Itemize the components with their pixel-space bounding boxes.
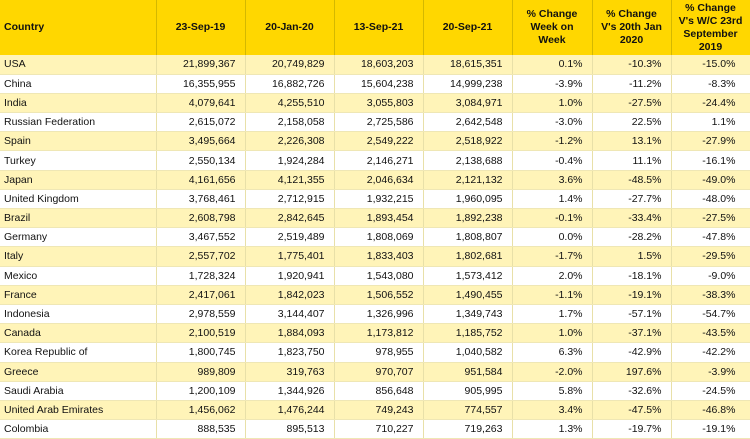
cell-change-vs-jan-2020: 13.1% bbox=[592, 132, 671, 151]
cell-13-sep-21: 1,808,069 bbox=[334, 228, 423, 247]
cell-change-wow: -1.1% bbox=[512, 285, 592, 304]
cell-change-vs-sep-2019: -38.3% bbox=[671, 285, 750, 304]
cell-change-wow: 1.7% bbox=[512, 304, 592, 323]
cell-change-vs-sep-2019: -46.8% bbox=[671, 400, 750, 419]
cell-change-vs-sep-2019: -24.4% bbox=[671, 93, 750, 112]
cell-change-wow: 2.0% bbox=[512, 266, 592, 285]
cell-20-jan-20: 1,823,750 bbox=[245, 343, 334, 362]
cell-20-jan-20: 1,476,244 bbox=[245, 400, 334, 419]
cell-country: France bbox=[0, 285, 156, 304]
cell-country: Saudi Arabia bbox=[0, 381, 156, 400]
table-row bbox=[0, 362, 750, 381]
cell-20-sep-21: 1,808,807 bbox=[423, 228, 512, 247]
cell-change-vs-jan-2020: 22.5% bbox=[592, 113, 671, 132]
table-row bbox=[0, 170, 750, 189]
cell-change-vs-jan-2020: -47.5% bbox=[592, 400, 671, 419]
cell-23-sep-19: 888,535 bbox=[156, 420, 245, 439]
cell-23-sep-19: 2,557,702 bbox=[156, 247, 245, 266]
cell-country: United Arab Emirates bbox=[0, 400, 156, 419]
cell-13-sep-21: 2,725,586 bbox=[334, 113, 423, 132]
cell-change-vs-sep-2019: -27.9% bbox=[671, 132, 750, 151]
cell-20-jan-20: 16,882,726 bbox=[245, 74, 334, 93]
cell-23-sep-19: 2,417,061 bbox=[156, 285, 245, 304]
cell-23-sep-19: 2,100,519 bbox=[156, 324, 245, 343]
cell-change-vs-jan-2020: 11.1% bbox=[592, 151, 671, 170]
cell-change-wow: -3.9% bbox=[512, 74, 592, 93]
table-row bbox=[0, 343, 750, 362]
cell-change-vs-jan-2020: -28.2% bbox=[592, 228, 671, 247]
cell-23-sep-19: 989,809 bbox=[156, 362, 245, 381]
cell-23-sep-19: 4,161,656 bbox=[156, 170, 245, 189]
cell-change-vs-sep-2019: -24.5% bbox=[671, 381, 750, 400]
cell-country: Brazil bbox=[0, 209, 156, 228]
cell-23-sep-19: 1,200,109 bbox=[156, 381, 245, 400]
cell-change-vs-jan-2020: -27.5% bbox=[592, 93, 671, 112]
table-row bbox=[0, 228, 750, 247]
cell-20-sep-21: 2,518,922 bbox=[423, 132, 512, 151]
cell-change-vs-sep-2019: -42.2% bbox=[671, 343, 750, 362]
cell-20-sep-21: 1,573,412 bbox=[423, 266, 512, 285]
cell-change-wow: 1.0% bbox=[512, 324, 592, 343]
cell-country: Italy bbox=[0, 247, 156, 266]
cell-change-vs-jan-2020: -10.3% bbox=[592, 55, 671, 74]
cell-23-sep-19: 4,079,641 bbox=[156, 93, 245, 112]
cell-13-sep-21: 15,604,238 bbox=[334, 74, 423, 93]
cell-20-jan-20: 1,884,093 bbox=[245, 324, 334, 343]
cell-13-sep-21: 2,549,222 bbox=[334, 132, 423, 151]
cell-change-vs-sep-2019: -54.7% bbox=[671, 304, 750, 323]
cell-23-sep-19: 2,550,134 bbox=[156, 151, 245, 170]
cell-change-wow: 0.1% bbox=[512, 55, 592, 74]
cell-change-wow: -1.7% bbox=[512, 247, 592, 266]
cell-23-sep-19: 1,800,745 bbox=[156, 343, 245, 362]
cell-country: Canada bbox=[0, 324, 156, 343]
cell-13-sep-21: 1,893,454 bbox=[334, 209, 423, 228]
cell-20-sep-21: 1,185,752 bbox=[423, 324, 512, 343]
cell-13-sep-21: 2,046,634 bbox=[334, 170, 423, 189]
cell-20-jan-20: 1,842,023 bbox=[245, 285, 334, 304]
cell-change-vs-jan-2020: -57.1% bbox=[592, 304, 671, 323]
table-row bbox=[0, 189, 750, 208]
cell-change-vs-sep-2019: -15.0% bbox=[671, 55, 750, 74]
cell-change-vs-sep-2019: -43.5% bbox=[671, 324, 750, 343]
cell-change-vs-sep-2019: -27.5% bbox=[671, 209, 750, 228]
cell-change-vs-sep-2019: -19.1% bbox=[671, 420, 750, 439]
table-row bbox=[0, 400, 750, 419]
header-13-sep-21: 13-Sep-21 bbox=[334, 0, 423, 55]
cell-20-jan-20: 895,513 bbox=[245, 420, 334, 439]
cell-20-sep-21: 2,642,548 bbox=[423, 113, 512, 132]
cell-change-wow: 1.4% bbox=[512, 189, 592, 208]
cell-change-vs-sep-2019: 1.1% bbox=[671, 113, 750, 132]
cell-change-wow: 0.0% bbox=[512, 228, 592, 247]
cell-20-jan-20: 2,226,308 bbox=[245, 132, 334, 151]
cell-change-vs-jan-2020: -42.9% bbox=[592, 343, 671, 362]
cell-country: Germany bbox=[0, 228, 156, 247]
cell-20-sep-21: 951,584 bbox=[423, 362, 512, 381]
cell-23-sep-19: 2,978,559 bbox=[156, 304, 245, 323]
header-row bbox=[0, 0, 750, 55]
table-header bbox=[0, 0, 750, 55]
cell-country: United Kingdom bbox=[0, 189, 156, 208]
cell-13-sep-21: 2,146,271 bbox=[334, 151, 423, 170]
cell-13-sep-21: 3,055,803 bbox=[334, 93, 423, 112]
cell-23-sep-19: 1,456,062 bbox=[156, 400, 245, 419]
cell-20-sep-21: 2,121,132 bbox=[423, 170, 512, 189]
cell-change-vs-sep-2019: -49.0% bbox=[671, 170, 750, 189]
cell-13-sep-21: 1,326,996 bbox=[334, 304, 423, 323]
cell-country: Russian Federation bbox=[0, 113, 156, 132]
cell-20-sep-21: 2,138,688 bbox=[423, 151, 512, 170]
cell-13-sep-21: 18,603,203 bbox=[334, 55, 423, 74]
cell-country: Indonesia bbox=[0, 304, 156, 323]
cell-20-jan-20: 1,924,284 bbox=[245, 151, 334, 170]
cell-23-sep-19: 2,615,072 bbox=[156, 113, 245, 132]
cell-20-jan-20: 319,763 bbox=[245, 362, 334, 381]
cell-20-sep-21: 14,999,238 bbox=[423, 74, 512, 93]
table-row bbox=[0, 420, 750, 439]
cell-13-sep-21: 970,707 bbox=[334, 362, 423, 381]
cell-20-jan-20: 2,519,489 bbox=[245, 228, 334, 247]
cell-change-vs-jan-2020: -27.7% bbox=[592, 189, 671, 208]
cell-change-wow: 1.0% bbox=[512, 93, 592, 112]
cell-country: India bbox=[0, 93, 156, 112]
cell-20-jan-20: 20,749,829 bbox=[245, 55, 334, 74]
cell-20-jan-20: 4,255,510 bbox=[245, 93, 334, 112]
cell-change-vs-sep-2019: -3.9% bbox=[671, 362, 750, 381]
cell-change-vs-jan-2020: 1.5% bbox=[592, 247, 671, 266]
table-row bbox=[0, 93, 750, 112]
cell-20-sep-21: 719,263 bbox=[423, 420, 512, 439]
cell-change-wow: 3.6% bbox=[512, 170, 592, 189]
table-row bbox=[0, 209, 750, 228]
cell-change-wow: -2.0% bbox=[512, 362, 592, 381]
cell-change-vs-sep-2019: -16.1% bbox=[671, 151, 750, 170]
header-change-vs-sep-2019: % Change V's W/C 23rd September 2019 bbox=[671, 0, 750, 55]
cell-13-sep-21: 856,648 bbox=[334, 381, 423, 400]
cell-13-sep-21: 978,955 bbox=[334, 343, 423, 362]
table-row bbox=[0, 324, 750, 343]
cell-13-sep-21: 710,227 bbox=[334, 420, 423, 439]
cell-change-wow: 5.8% bbox=[512, 381, 592, 400]
cell-23-sep-19: 1,728,324 bbox=[156, 266, 245, 285]
table-row bbox=[0, 55, 750, 74]
cell-20-sep-21: 1,892,238 bbox=[423, 209, 512, 228]
table-row bbox=[0, 381, 750, 400]
cell-20-jan-20: 1,344,926 bbox=[245, 381, 334, 400]
cell-20-sep-21: 1,349,743 bbox=[423, 304, 512, 323]
cell-change-wow: -1.2% bbox=[512, 132, 592, 151]
cell-20-jan-20: 1,920,941 bbox=[245, 266, 334, 285]
cell-change-vs-jan-2020: -37.1% bbox=[592, 324, 671, 343]
header-20-jan-20: 20-Jan-20 bbox=[245, 0, 334, 55]
cell-13-sep-21: 1,173,812 bbox=[334, 324, 423, 343]
cell-change-vs-jan-2020: -18.1% bbox=[592, 266, 671, 285]
cell-13-sep-21: 1,932,215 bbox=[334, 189, 423, 208]
cell-change-wow: -0.1% bbox=[512, 209, 592, 228]
cell-20-sep-21: 1,960,095 bbox=[423, 189, 512, 208]
cell-23-sep-19: 3,495,664 bbox=[156, 132, 245, 151]
table-row bbox=[0, 304, 750, 323]
cell-change-wow: -0.4% bbox=[512, 151, 592, 170]
cell-change-vs-jan-2020: -19.1% bbox=[592, 285, 671, 304]
cell-20-sep-21: 18,615,351 bbox=[423, 55, 512, 74]
cell-change-vs-jan-2020: -48.5% bbox=[592, 170, 671, 189]
cell-country: USA bbox=[0, 55, 156, 74]
cell-20-sep-21: 1,802,681 bbox=[423, 247, 512, 266]
cell-13-sep-21: 1,506,552 bbox=[334, 285, 423, 304]
cell-country: Mexico bbox=[0, 266, 156, 285]
cell-20-sep-21: 905,995 bbox=[423, 381, 512, 400]
cell-20-jan-20: 2,842,645 bbox=[245, 209, 334, 228]
cell-change-vs-sep-2019: -29.5% bbox=[671, 247, 750, 266]
cell-13-sep-21: 749,243 bbox=[334, 400, 423, 419]
cell-change-vs-sep-2019: -8.3% bbox=[671, 74, 750, 93]
header-change-week-on-week: % Change Week on Week bbox=[512, 0, 592, 55]
cell-23-sep-19: 16,355,955 bbox=[156, 74, 245, 93]
table-row bbox=[0, 113, 750, 132]
table-row bbox=[0, 132, 750, 151]
cell-20-jan-20: 3,144,407 bbox=[245, 304, 334, 323]
cell-20-sep-21: 774,557 bbox=[423, 400, 512, 419]
header-23-sep-19: 23-Sep-19 bbox=[156, 0, 245, 55]
cell-change-vs-sep-2019: -9.0% bbox=[671, 266, 750, 285]
cell-20-sep-21: 1,490,455 bbox=[423, 285, 512, 304]
header-20-sep-21: 20-Sep-21 bbox=[423, 0, 512, 55]
table-row bbox=[0, 74, 750, 93]
cell-change-vs-jan-2020: -11.2% bbox=[592, 74, 671, 93]
cell-country: Greece bbox=[0, 362, 156, 381]
cell-20-jan-20: 4,121,355 bbox=[245, 170, 334, 189]
cell-change-wow: -3.0% bbox=[512, 113, 592, 132]
header-country: Country bbox=[0, 0, 156, 55]
cell-change-vs-jan-2020: 197.6% bbox=[592, 362, 671, 381]
table-row bbox=[0, 247, 750, 266]
cell-change-vs-sep-2019: -47.8% bbox=[671, 228, 750, 247]
cell-23-sep-19: 3,768,461 bbox=[156, 189, 245, 208]
cell-country: Japan bbox=[0, 170, 156, 189]
cell-change-wow: 6.3% bbox=[512, 343, 592, 362]
cell-change-wow: 1.3% bbox=[512, 420, 592, 439]
cell-23-sep-19: 2,608,798 bbox=[156, 209, 245, 228]
cell-country: Colombia bbox=[0, 420, 156, 439]
cell-change-wow: 3.4% bbox=[512, 400, 592, 419]
cell-23-sep-19: 21,899,367 bbox=[156, 55, 245, 74]
cell-country: Turkey bbox=[0, 151, 156, 170]
cell-country: Korea Republic of bbox=[0, 343, 156, 362]
table-row bbox=[0, 285, 750, 304]
table-row bbox=[0, 266, 750, 285]
cell-20-sep-21: 1,040,582 bbox=[423, 343, 512, 362]
table-row bbox=[0, 151, 750, 170]
cell-23-sep-19: 3,467,552 bbox=[156, 228, 245, 247]
cell-13-sep-21: 1,833,403 bbox=[334, 247, 423, 266]
cell-20-sep-21: 3,084,971 bbox=[423, 93, 512, 112]
cell-13-sep-21: 1,543,080 bbox=[334, 266, 423, 285]
cell-change-vs-jan-2020: -19.7% bbox=[592, 420, 671, 439]
cell-country: China bbox=[0, 74, 156, 93]
cell-20-jan-20: 2,158,058 bbox=[245, 113, 334, 132]
table-body bbox=[0, 55, 750, 439]
cell-change-vs-sep-2019: -48.0% bbox=[671, 189, 750, 208]
cell-country: Spain bbox=[0, 132, 156, 151]
header-change-vs-jan-2020: % Change V's 20th Jan 2020 bbox=[592, 0, 671, 55]
cell-20-jan-20: 2,712,915 bbox=[245, 189, 334, 208]
cell-change-vs-jan-2020: -33.4% bbox=[592, 209, 671, 228]
cell-20-jan-20: 1,775,401 bbox=[245, 247, 334, 266]
cell-change-vs-jan-2020: -32.6% bbox=[592, 381, 671, 400]
